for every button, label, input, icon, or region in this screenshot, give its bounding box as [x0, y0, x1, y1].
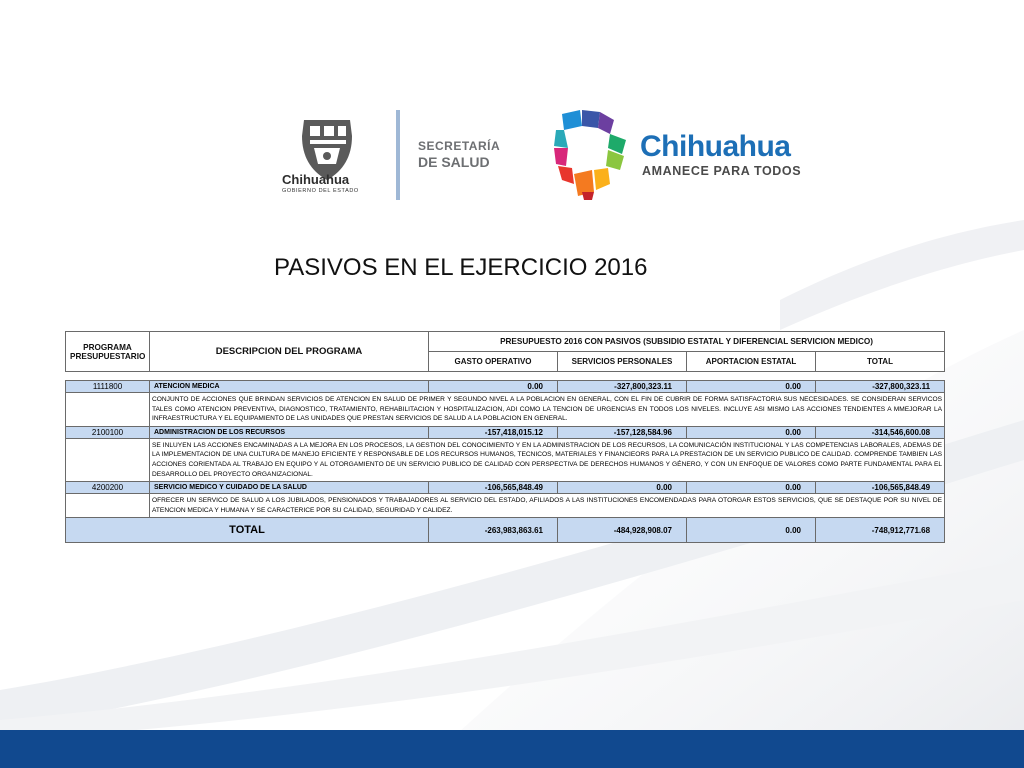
header-budget-group: PRESUPUESTO 2016 CON PASIVOS (SUBSIDIO ESTATAL Y DIFERENCIAL SERVICION MEDICO): [429, 332, 945, 352]
program-description: OFRECER UN SERVICO DE SALUD A LOS JUBILADOS, PENSIONADOS Y TRABAJADORES AL SERVICIO DEL ESTADO, AFILIADOS A LAS INSTITUCIONES ENCOMENDADAS PARA OTORGAR ESTOS SERVICIOS, QUE SE DESTAQUE POR SU NIVEL DE ATENCION MEDICA Y HUMANA Y SE CARACTERICE POR SU CALIDAD, SEGURIDAD Y CALIDEZ.: [150, 494, 945, 518]
blank-cell: [66, 393, 150, 427]
header-logos: [0, 100, 1024, 210]
program-code: 1111800: [66, 381, 150, 393]
brand-slogan: AMANECE PARA TODOS: [642, 164, 802, 178]
header-servicios: SERVICIOS PERSONALES: [558, 352, 687, 372]
header-total: TOTAL: [816, 352, 945, 372]
budget-table: [65, 331, 945, 543]
total-gasto: -263,983,863.61: [429, 518, 558, 543]
header-aportacion: APORTACION ESTATAL: [687, 352, 816, 372]
aportacion-value: 0.00: [687, 482, 816, 494]
servicios-value: -327,800,323.11: [558, 381, 687, 393]
brand-word: Chihuahua: [640, 130, 791, 163]
gasto-value: -157,418,015.12: [429, 426, 558, 438]
program-code: 2100100: [66, 426, 150, 438]
total-value: -106,565,848.49: [816, 482, 945, 494]
state-shield-icon: [280, 116, 380, 208]
aportacion-value: 0.00: [687, 426, 816, 438]
program-row: [66, 482, 945, 494]
total-total: -748,912,771.68: [816, 518, 945, 543]
aportacion-value: 0.00: [687, 381, 816, 393]
total-aportacion: 0.00: [687, 518, 816, 543]
program-row: [66, 426, 945, 438]
program-name: SERVICIO MEDICO Y CUIDADO DE LA SALUD: [150, 482, 429, 494]
servicios-value: 0.00: [558, 482, 687, 494]
gasto-value: -106,565,848.49: [429, 482, 558, 494]
secretaria-logo: [418, 138, 500, 170]
secretaria-line2: DE SALUD: [418, 154, 490, 170]
page-title: PASIVOS EN EL EJERCICIO 2016: [274, 254, 648, 281]
footer-bar: [0, 730, 1024, 768]
total-label: TOTAL: [66, 518, 429, 543]
gasto-value: 0.00: [429, 381, 558, 393]
program-row: [66, 381, 945, 393]
total-value: -327,800,323.11: [816, 381, 945, 393]
header-description: DESCRIPCION DEL PROGRAMA: [150, 332, 429, 372]
logo-divider: [396, 110, 400, 200]
program-description-row: [66, 494, 945, 518]
program-description-row: [66, 438, 945, 481]
program-name: ATENCION MEDICA: [150, 381, 429, 393]
chihuahua-state-map-icon: [552, 108, 632, 202]
total-row: [66, 518, 945, 543]
total-servicios: -484,928,908.07: [558, 518, 687, 543]
blank-cell: [66, 438, 150, 481]
budget-table-wrapper: [65, 331, 944, 543]
header-gasto: GASTO OPERATIVO: [429, 352, 558, 372]
total-value: -314,546,600.08: [816, 426, 945, 438]
program-description-row: [66, 393, 945, 427]
secretaria-line1: SECRETARÍA: [418, 139, 501, 153]
blank-cell: [66, 494, 150, 518]
program-description: SE INLUYEN LAS ACCIONES ENCAMINADAS A LA MEJORA EN LOS PROCESOS, LA GESTION DEL CONOCIMIENTO Y EN LA ADMINISTRACION DE LOS RECURSOS, LA COMUNICACIÓN INSTITUCIONAL Y LAS COMPETENCIAS LABORALES, ADEMAS DE LA IMPLEMENTACION DE UNA CULTURA DE MANEJO EFICIENTE Y RESPONSABLE DE LOS RECURSOS HUMANOS, TECNICOS, MATERIALES Y FINANCIEORS PARA LA PRESTACION DE UN SERVICIO PUBLICO DE CALIDAD. COMPRENDE TAMBIEN LAS ACCIONES CORIENTADA AL TRABAJO EN EQUIPO Y AL OTORGAMIENTO DE UN SERVICIO PUBLICO DE CALIDAD CON PERSPECTIVA DE DERECHOS HUMANOS Y GÉNERO, Y CON UN ENFOQUE DE VALORES COMO PARTE FUNDAMENTAL PARA EL DESARROLLO DEL PROYECTO ORGANIZACIONAL.: [150, 438, 945, 481]
gob-name: Chihuahua: [282, 172, 350, 187]
gob-subtitle: GOBIERNO DEL ESTADO: [282, 188, 359, 194]
program-code: 4200200: [66, 482, 150, 494]
header-program: PROGRAMA PRESUPUESTARIO: [66, 332, 150, 372]
program-description: CONJUNTO DE ACCIONES QUE BRINDAN SERVICIOS DE ATENCION EN SALUD DE PRIMER Y SEGUNDO NIVEL A LA POBLACION EN GENERAL, CON EL FIN DE CUBRIR DE FORMA SATISFACTORIA SUS NECESIDADES. SE CONSIDERAN SERVICOS TALES COMO ATENCION PREVENTIVA, DIAGNOSTICO, TRATAMIENTO, REHABILITACION Y HOSPITALIZACION, ADI COMO LA TENCION DE URGENCIAS EN TODOS LOS NIVELES. INCLUYE ASI MISMO LAS ACCIONES TENDIENTES A MMEJORAR LA INFRAESTRUCTURA Y EL EQUIPAMIENTO DE LAS UNIDADES QUE PRESTAN SERVICIOS DE SALUD A LA POBLACION EN GENERAL.: [150, 393, 945, 427]
servicios-value: -157,128,584.96: [558, 426, 687, 438]
program-name: ADMINISTRACION DE LOS RECURSOS: [150, 426, 429, 438]
